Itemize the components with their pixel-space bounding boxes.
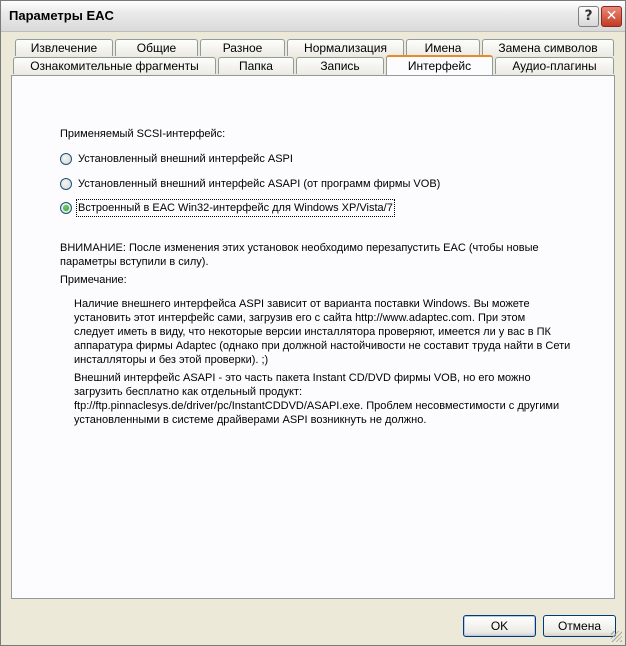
note-p2-line-4: установленными в системе драйверами ASPI возникнуть не должно. [74, 414, 427, 426]
note-p2-line-3: ftp://ftp.pinnaclesys.de/driver/pc/InstantCDDVD/ASAPI.exe. Проблем несовместимости с другими [74, 400, 560, 412]
resize-grip[interactable] [611, 631, 622, 642]
radio-aspi-label[interactable]: Установленный внешний интерфейс ASPI [78, 153, 293, 165]
close-icon: ✕ [605, 8, 618, 24]
radio-asapi-label[interactable]: Установленный внешний интерфейс ASAPI (от программ фирмы VOB) [78, 178, 441, 190]
tab-general[interactable]: Общие [115, 39, 198, 56]
warning-line-1: ВНИМАНИЕ: После изменения этих установок необходимо перезапустить EAC (чтобы новые [60, 242, 539, 254]
radio-selected-dot [63, 205, 69, 211]
note-label: Примечание: [60, 274, 127, 286]
note-p1-line-3: следует иметь в виду, что некоторые версии инсталлятора проверяют, имеется ли у вас в ПК [74, 326, 551, 338]
warning-line-2: параметры вступили в силу). [60, 256, 209, 268]
tab-row-2 [1, 57, 626, 76]
note-p1-line-5: инсталляторы и без этой проверки). ;) [74, 354, 269, 366]
note-p1-line-2: установить этот интерфейс сами, загрузив его с сайта http://www.adaptec.com. При этом [74, 312, 526, 324]
radio-aspi-indicator[interactable] [60, 153, 72, 165]
tab-panel-interface [11, 75, 615, 599]
tab-row-1 [1, 39, 626, 58]
ok-button[interactable]: OK [463, 615, 536, 637]
tab-normalization[interactable]: Нормализация [287, 39, 404, 56]
tab-char-replace[interactable]: Замена символов [482, 39, 614, 56]
note-p1-line-4: аппаратура фирмы Adaptec (однако при должной настойчивости не составит труда найти в Сети [74, 340, 571, 352]
note-p1-line-1: Наличие внешнего интерфейса ASPI зависит от варианта поставки Windows. Вы можете [74, 298, 530, 310]
cancel-button[interactable]: Отмена [543, 615, 616, 637]
close-button[interactable] [601, 6, 622, 27]
scsi-interface-label: Применяемый SCSI-интерфейс: [60, 128, 226, 140]
window-title: Параметры EAC [9, 8, 114, 23]
tab-write[interactable]: Запись [296, 57, 384, 74]
tab-misc[interactable]: Разное [200, 39, 285, 56]
title-bar[interactable] [1, 1, 625, 32]
help-button[interactable] [578, 6, 599, 27]
radio-asapi-indicator[interactable] [60, 178, 72, 190]
tab-preview-fragments[interactable]: Ознакомительные фрагменты [13, 57, 216, 74]
note-p2-line-2: загрузить бесплатно как отдельный продукт: [74, 386, 303, 398]
tab-extraction[interactable]: Извлечение [15, 39, 113, 56]
tab-audio-plugins[interactable]: Аудио-плагины [495, 57, 614, 74]
radio-win32-indicator[interactable] [60, 202, 72, 214]
note-p2-line-1: Внешний интерфейс ASAPI - это часть пакета Instant CD/DVD фирмы VOB, но его можно [74, 372, 531, 384]
tab-folder[interactable]: Папка [218, 57, 294, 74]
tab-interface[interactable]: Интерфейс [386, 55, 493, 75]
help-icon: ? [584, 8, 593, 24]
radio-win32-label[interactable]: Встроенный в EAC Win32-интерфейс для Windows XP/Vista/7 [78, 202, 393, 214]
tab-names[interactable]: Имена [406, 39, 480, 56]
